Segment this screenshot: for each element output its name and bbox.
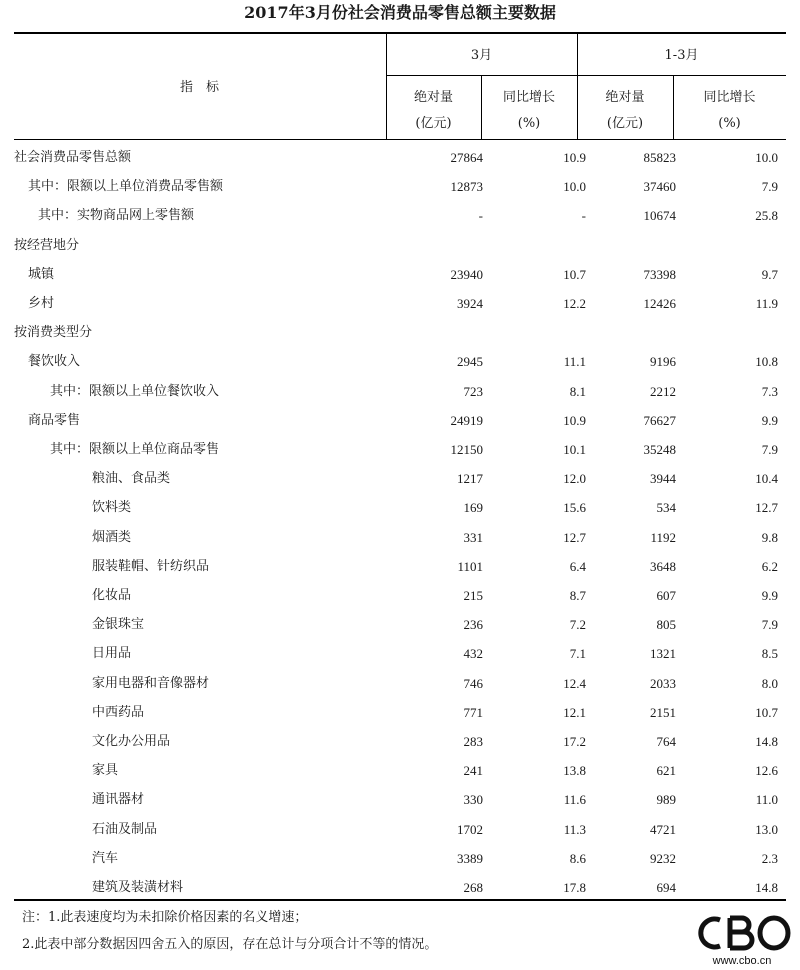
table-row — [14, 727, 786, 756]
q1-yoy-value: 9.8 — [761, 529, 778, 545]
table-row — [14, 231, 786, 260]
row-label: 其中：实物商品网上零售额 — [38, 208, 195, 224]
q1-yoy-value: 14.8 — [755, 734, 778, 749]
march-abs-value: 3924 — [457, 296, 483, 311]
table-row — [14, 552, 786, 581]
q1-abs-value: 2212 — [650, 383, 676, 399]
q1-yoy-value: 9.7 — [761, 266, 778, 282]
row-label: 汽车 — [92, 850, 119, 866]
table-row — [14, 464, 786, 493]
header-bottom-rule — [14, 139, 786, 140]
march-abs-value: 215 — [463, 588, 483, 603]
row-label: 其中：限额以上单位商品零售 — [50, 442, 220, 457]
march-yoy-value: 7.1 — [569, 646, 586, 662]
period-march-header: 3月 — [470, 48, 493, 63]
march-abs-value: 1217 — [457, 471, 483, 487]
q1-abs-value: 694 — [656, 880, 676, 895]
march-yoy-unit: (%) — [517, 116, 541, 131]
q1-abs-value: 9232 — [650, 850, 676, 866]
row-label: 服装鞋帽、针纺织品 — [92, 558, 210, 574]
march-abs-value: 432 — [463, 646, 483, 662]
q1-yoy-value: 12.6 — [755, 763, 778, 779]
march-abs-value: 12873 — [450, 179, 483, 195]
row-label: 粮油、食品类 — [92, 471, 171, 487]
q1-yoy-value: 12.7 — [755, 500, 778, 516]
march-yoy-value: 12.4 — [563, 675, 586, 691]
table-title: 2017年3月份社会消费品零售总额主要数据 — [244, 3, 556, 22]
q1-yoy-header: 同比增长 — [703, 90, 756, 105]
row-label: 石油及制品 — [92, 821, 158, 837]
march-yoy-value: 10.9 — [563, 412, 586, 428]
march-abs-value: 24919 — [450, 412, 483, 428]
march-yoy-value: 11.3 — [563, 821, 586, 837]
march-abs-value: 331 — [463, 529, 483, 545]
q1-yoy-value: 2.3 — [761, 850, 778, 866]
q1-yoy-value: 11.0 — [755, 792, 778, 808]
q1-yoy-value: 9.9 — [761, 588, 778, 603]
table-row — [14, 377, 786, 406]
table-row — [14, 756, 786, 785]
march-abs-value: 2945 — [457, 354, 483, 370]
q1-yoy-value: 9.9 — [761, 412, 778, 428]
q1-yoy-value: 7.9 — [761, 179, 778, 195]
march-yoy-value: 12.0 — [563, 471, 586, 487]
march-yoy-value: 11.6 — [563, 792, 586, 808]
q1-yoy-value: 7.9 — [761, 617, 778, 633]
march-abs-value: 330 — [463, 792, 483, 808]
table-row — [14, 785, 786, 814]
q1-abs-value: 805 — [656, 617, 676, 633]
row-label: 乡村 — [28, 296, 55, 311]
march-yoy-value: 13.8 — [563, 763, 586, 779]
q1-abs-value: 12426 — [643, 296, 676, 311]
period-underline — [386, 75, 786, 76]
table-row — [14, 172, 786, 201]
top-rule — [14, 32, 786, 34]
march-abs-value: 169 — [463, 500, 483, 516]
table-row — [14, 639, 786, 668]
table-row — [14, 260, 786, 289]
q1-abs-value: 3944 — [650, 471, 676, 487]
logo-site-text: www.cbo.cn — [712, 955, 772, 967]
row-label: 餐饮收入 — [28, 354, 81, 370]
q1-abs-value: 4721 — [650, 821, 676, 837]
march-abs-value: 1702 — [457, 821, 483, 837]
q1-abs-value: 3648 — [650, 558, 676, 574]
q1-yoy-value: 25.8 — [755, 208, 778, 224]
q1-abs-value: 1321 — [650, 646, 676, 662]
table-row — [14, 493, 786, 522]
q1-abs-value: 1192 — [650, 529, 676, 545]
table-row — [14, 435, 786, 464]
cbo-logo — [686, 908, 798, 968]
march-yoy-value: 6.4 — [569, 558, 586, 574]
row-label: 社会消费品零售总额 — [14, 150, 132, 165]
q1-yoy-value: 14.8 — [755, 880, 778, 895]
q1-abs-unit: (亿元) — [606, 116, 644, 131]
q1-abs-value: 607 — [656, 588, 676, 603]
table-row — [14, 523, 786, 552]
row-label: 金银珠宝 — [92, 617, 145, 633]
march-yoy-value: - — [581, 208, 586, 224]
q1-yoy-value: 13.0 — [755, 821, 778, 837]
march-abs-value: 12150 — [450, 442, 483, 457]
q1-abs-value: 76627 — [643, 412, 676, 428]
march-abs-value: 283 — [463, 734, 483, 749]
q1-abs-value: 989 — [656, 792, 676, 808]
march-abs-value: 3389 — [457, 850, 483, 866]
q1-abs-value: 534 — [656, 500, 676, 516]
q1-yoy-value: 7.9 — [761, 442, 778, 457]
q1-abs-value: 621 — [656, 763, 676, 779]
march-abs-value: 723 — [463, 383, 483, 399]
table-row — [14, 347, 786, 376]
row-label: 按消费类型分 — [14, 325, 93, 341]
march-yoy-value: 7.2 — [569, 617, 586, 633]
table-row — [14, 201, 786, 230]
q1-yoy-value: 8.0 — [761, 675, 778, 691]
table-row — [14, 873, 786, 902]
march-yoy-value: 12.7 — [563, 529, 586, 545]
march-yoy-value: 12.1 — [563, 704, 586, 720]
q1-abs-value: 2151 — [650, 704, 676, 720]
bottom-rule — [14, 899, 786, 901]
march-yoy-value: 17.8 — [563, 880, 586, 895]
q1-abs-value: 37460 — [643, 179, 676, 195]
march-abs-value: 746 — [463, 675, 483, 691]
march-abs-value: 23940 — [450, 266, 483, 282]
march-abs-value: 771 — [463, 704, 483, 720]
march-yoy-value: 17.2 — [563, 734, 586, 749]
row-label: 日用品 — [92, 646, 132, 662]
march-yoy-value: 10.1 — [563, 442, 586, 457]
q1-abs-value: 2033 — [650, 675, 676, 691]
q1-yoy-value: 10.4 — [755, 471, 778, 487]
table-row — [14, 406, 786, 435]
table-row — [14, 815, 786, 844]
q1-abs-value: 73398 — [643, 266, 676, 282]
march-yoy-value: 12.2 — [563, 296, 586, 311]
march-yoy-value: 8.7 — [569, 588, 586, 603]
q1-yoy-value: 10.7 — [755, 704, 778, 720]
table-row — [14, 143, 786, 172]
march-abs-value: 27864 — [450, 150, 483, 165]
q1-abs-value: 764 — [656, 734, 676, 749]
table-row — [14, 581, 786, 610]
march-abs-header: 绝对量 — [413, 90, 453, 105]
row-label: 建筑及装潢材料 — [92, 880, 184, 895]
q1-yoy-value: 8.5 — [761, 646, 778, 662]
q1-abs-value: 10674 — [643, 208, 676, 224]
row-label: 化妆品 — [92, 588, 132, 603]
march-yoy-value: 10.9 — [563, 150, 586, 165]
q1-yoy-value: 11.9 — [755, 296, 778, 311]
row-label: 城镇 — [28, 266, 55, 282]
row-label: 商品零售 — [28, 412, 81, 428]
march-yoy-value: 10.0 — [563, 179, 586, 195]
march-abs-value: 236 — [463, 617, 483, 633]
row-label: 烟酒类 — [92, 529, 132, 545]
march-abs-value: 241 — [463, 763, 483, 779]
note-1: 注：1.此表速度均为未扣除价格因素的名义增速； — [22, 910, 308, 925]
row-label: 其中：限额以上单位餐饮收入 — [50, 383, 220, 399]
q1-abs-value: 9196 — [650, 354, 676, 370]
q1-yoy-value: 10.8 — [755, 354, 778, 370]
indicator-header: 指 标 — [180, 80, 220, 95]
march-yoy-header: 同比增长 — [502, 90, 555, 105]
q1-yoy-value: 6.2 — [761, 558, 778, 574]
march-yoy-value: 8.6 — [569, 850, 586, 866]
row-label: 饮料类 — [92, 500, 132, 516]
march-abs-unit: (亿元) — [415, 116, 452, 131]
row-label: 家具 — [92, 763, 119, 779]
q1-abs-value: 85823 — [643, 150, 676, 165]
row-label: 其中：限额以上单位消费品零售额 — [28, 179, 224, 195]
row-label: 中西药品 — [92, 704, 145, 720]
march-yoy-value: 15.6 — [563, 500, 586, 516]
table-row — [14, 844, 786, 873]
row-label: 通讯器材 — [92, 792, 145, 808]
note-2: 2.此表中部分数据因四舍五入的原因，存在总计与分项合计不等的情况。 — [22, 937, 438, 952]
q1-yoy-value: 10.0 — [755, 150, 778, 165]
row-label: 按经营地分 — [14, 237, 80, 253]
row-label: 文化办公用品 — [92, 734, 171, 749]
march-yoy-value: 8.1 — [569, 383, 586, 399]
row-label: 家用电器和音像器材 — [92, 675, 210, 691]
q1-abs-value: 35248 — [643, 442, 676, 457]
table-row — [14, 669, 786, 698]
q1-yoy-value: 7.3 — [761, 383, 778, 399]
table-row — [14, 610, 786, 639]
table-row — [14, 698, 786, 727]
march-yoy-value: 11.1 — [563, 354, 586, 370]
q1-yoy-unit: (%) — [718, 116, 741, 131]
table-row — [14, 289, 786, 318]
q1-abs-header: 绝对量 — [605, 90, 645, 105]
march-abs-value: 1101 — [457, 558, 483, 574]
march-abs-value: - — [478, 208, 483, 224]
march-yoy-value: 10.7 — [563, 266, 586, 282]
march-abs-value: 268 — [463, 880, 483, 895]
table-row — [14, 318, 786, 347]
period-q1-header: 1-3月 — [664, 48, 699, 63]
